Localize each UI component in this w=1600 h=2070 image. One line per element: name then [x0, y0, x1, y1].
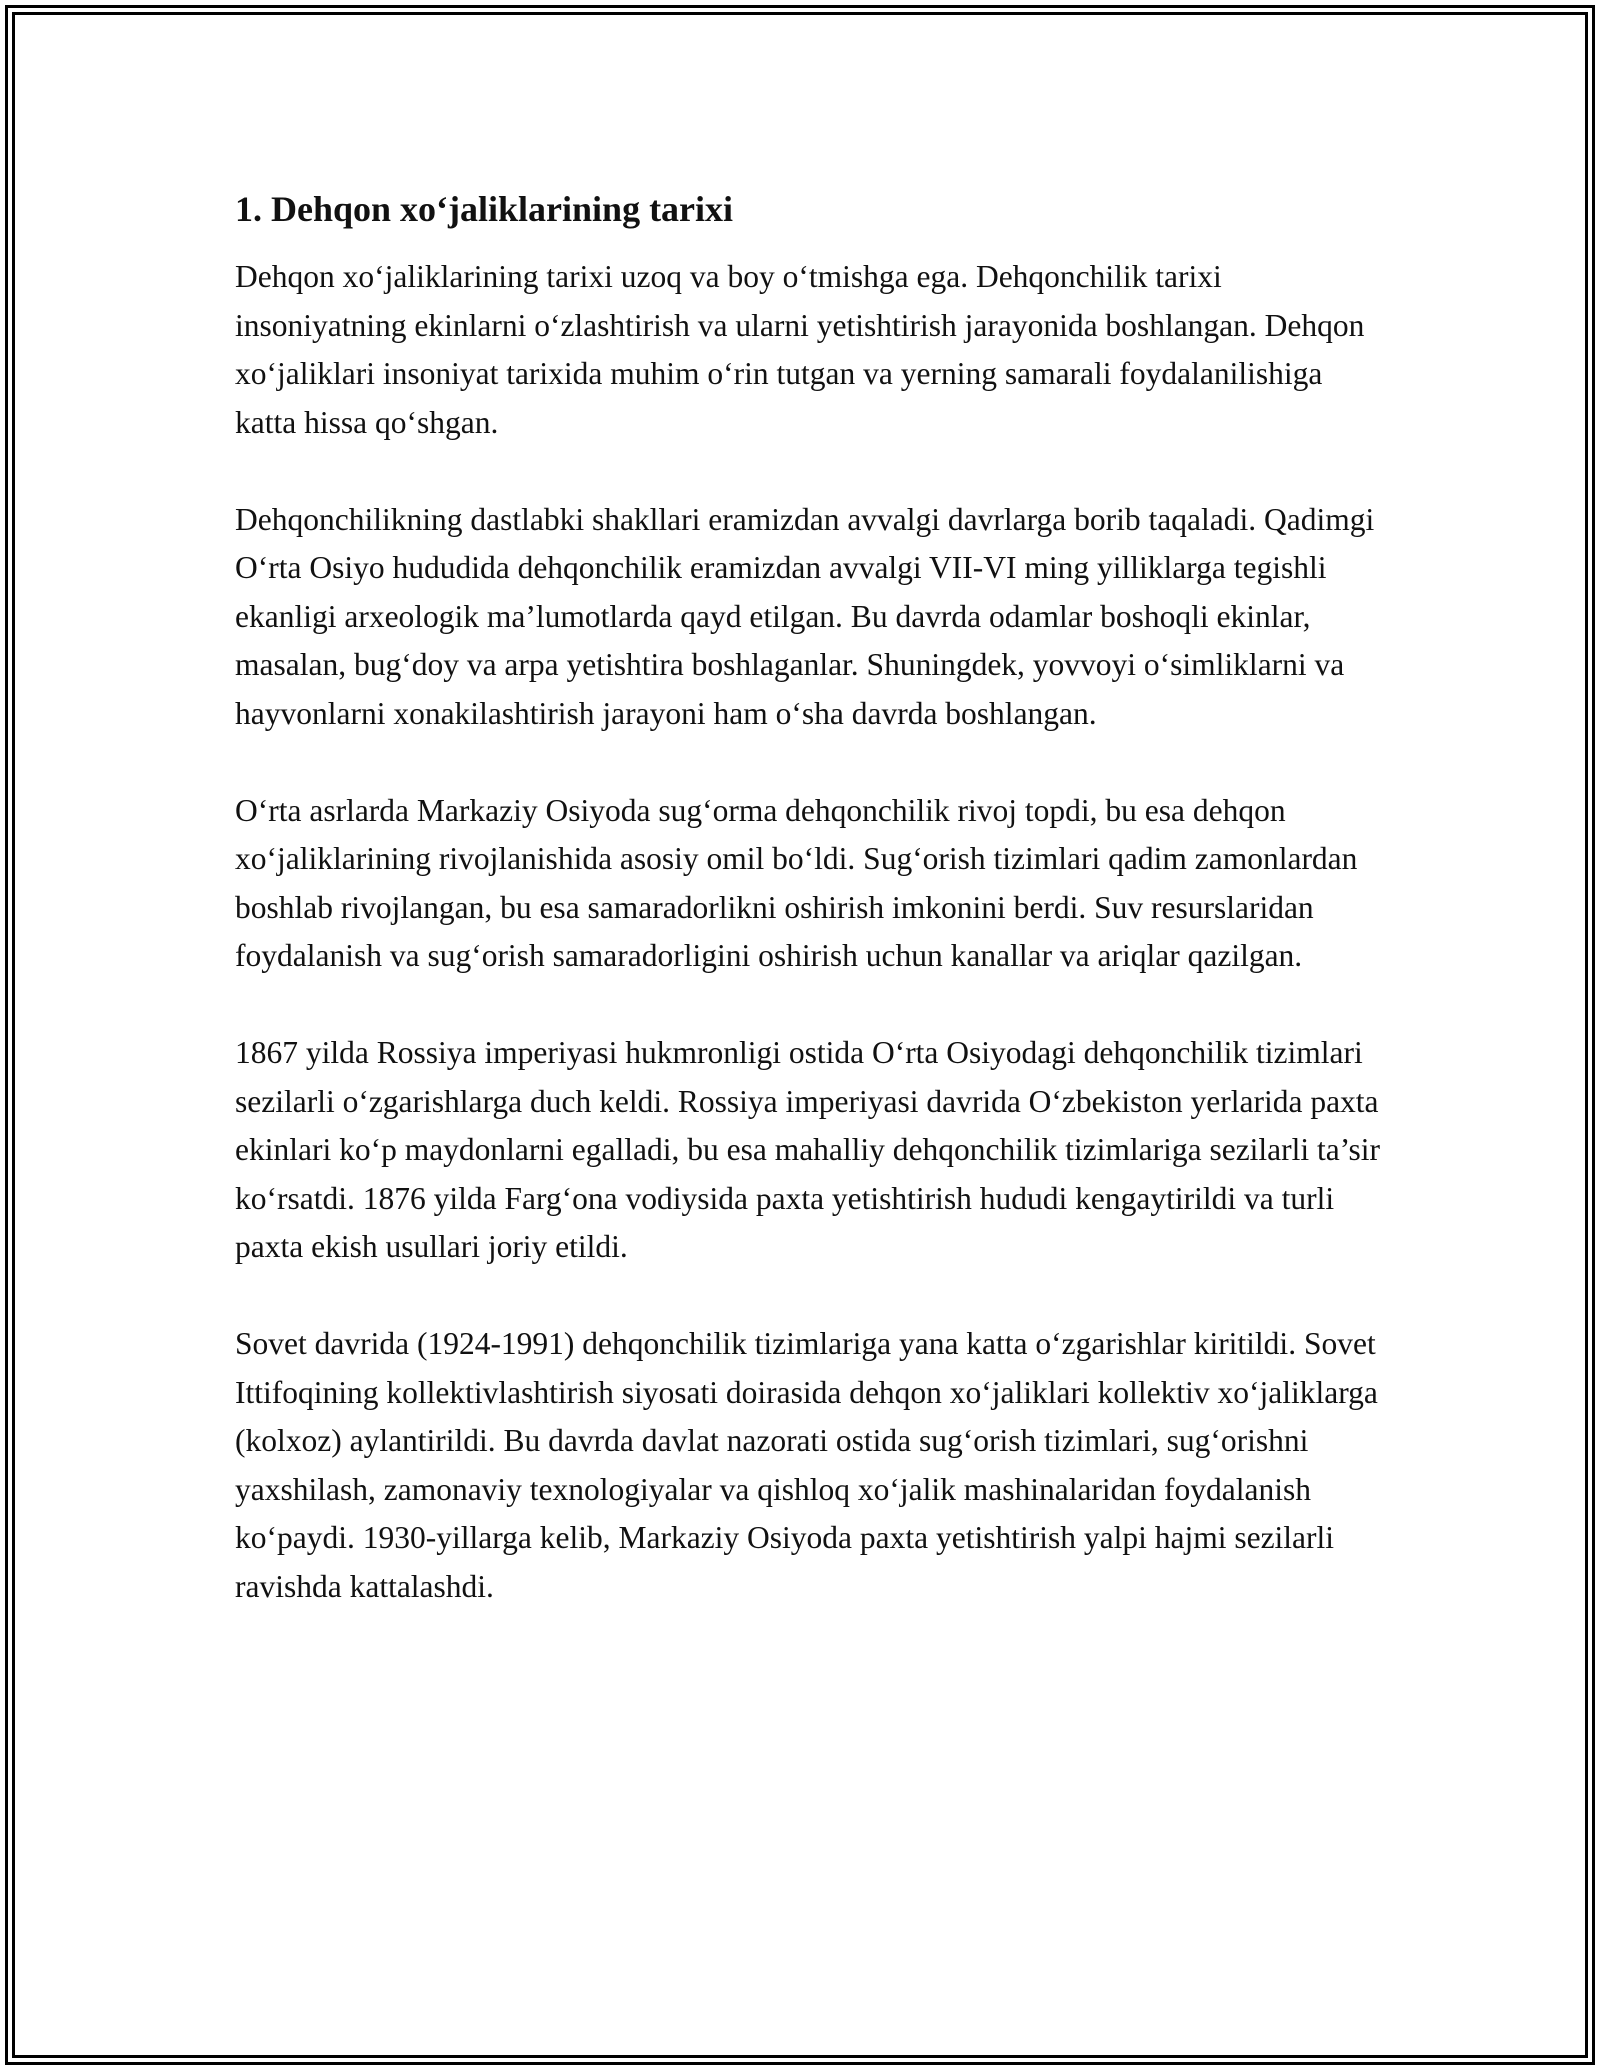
paragraph-5: Sovet davrida (1924-1991) dehqonchilik tizimlariga yana katta o‘zgarishlar kiritildi. Sovet Ittifoqining kollektivlashtirish siyosati doirasida dehqon xo‘jaliklari kollektiv xo‘jaliklarga (kolxoz) aylantirildi. Bu davrda davlat nazorati ostida sug‘orish tizimlari, sug‘orishni yaxshilash, zamonaviy texnologiyalar va qishloq xo‘jalik mashinalaridan foydalanish ko‘paydi. 1930-yillarga kelib, Markaziy Osiyoda paxta yetishtirish yalpi hajmi sezilarli ravishda kattalashdi.: [235, 1326, 1378, 1604]
paragraph-4: 1867 yilda Rossiya imperiyasi hukmronligi ostida O‘rta Osiyodagi dehqonchilik tizimlari sezilarli o‘zgarishlarga duch keldi. Rossiya imperiyasi davrida O‘zbekiston yerlarida paxta ekinlari ko‘p maydonlarni egalladi, bu esa mahalliy dehqonchilik tizimlariga sezilarli ta’sir ko‘rsatdi. 1876 yilda Farg‘ona vodiysida paxta yetishtirish hududi kengaytirildi va turli paxta ekish usullari joriy etildi.: [235, 1035, 1381, 1264]
paragraph-2: Dehqonchilikning dastlabki shakllari eramizdan avvalgi davrlarga borib taqaladi. Qadimgi O‘rta Osiyo hududida dehqonchilik eramizdan avvalgi VII-VI ming yilliklarga tegishli ekanligi arxeologik ma’lumotlarda qayd etilgan. Bu davrda odamlar boshoqli ekinlar, masalan, bug‘doy va arpa yetishtira boshlaganlar. Shuningdek, yovvoyi o‘simliklarni va hayvonlarni xonakilashtirish jarayoni ham o‘sha davrda boshlangan.: [235, 501, 1375, 731]
paragraph-1: Dehqon xo‘jaliklarining tarixi uzoq va boy o‘tmishga ega. Dehqonchilik tarixi insoniyatning ekinlarni o‘zlashtirish va ularni yetishtirish jarayonida boshlangan. Dehqon xo‘jaliklari insoniyat tarixida muhim o‘rin tutgan va yerning samarali foydalanilishiga katta hissa qo‘shgan.: [235, 259, 1365, 440]
paragraph-3: O‘rta asrlarda Markaziy Osiyoda sug‘orma dehqonchilik rivoj topdi, bu esa dehqon xo‘jaliklarining rivojlanishida asosiy omil bo‘ldi. Sug‘orish tizimlari qadim zamonlardan boshlab rivojlangan, bu esa samaradorlikni oshirish imkonini berdi. Suv resurslaridan foydalanish va sug‘orish samaradorligini oshirish uchun kanallar va ariqlar qazilgan.: [235, 792, 1358, 973]
document-body: [235, 185, 1385, 1660]
section-heading: 1. Dehqon xo‘jaliklarining tarixi: [235, 189, 734, 229]
